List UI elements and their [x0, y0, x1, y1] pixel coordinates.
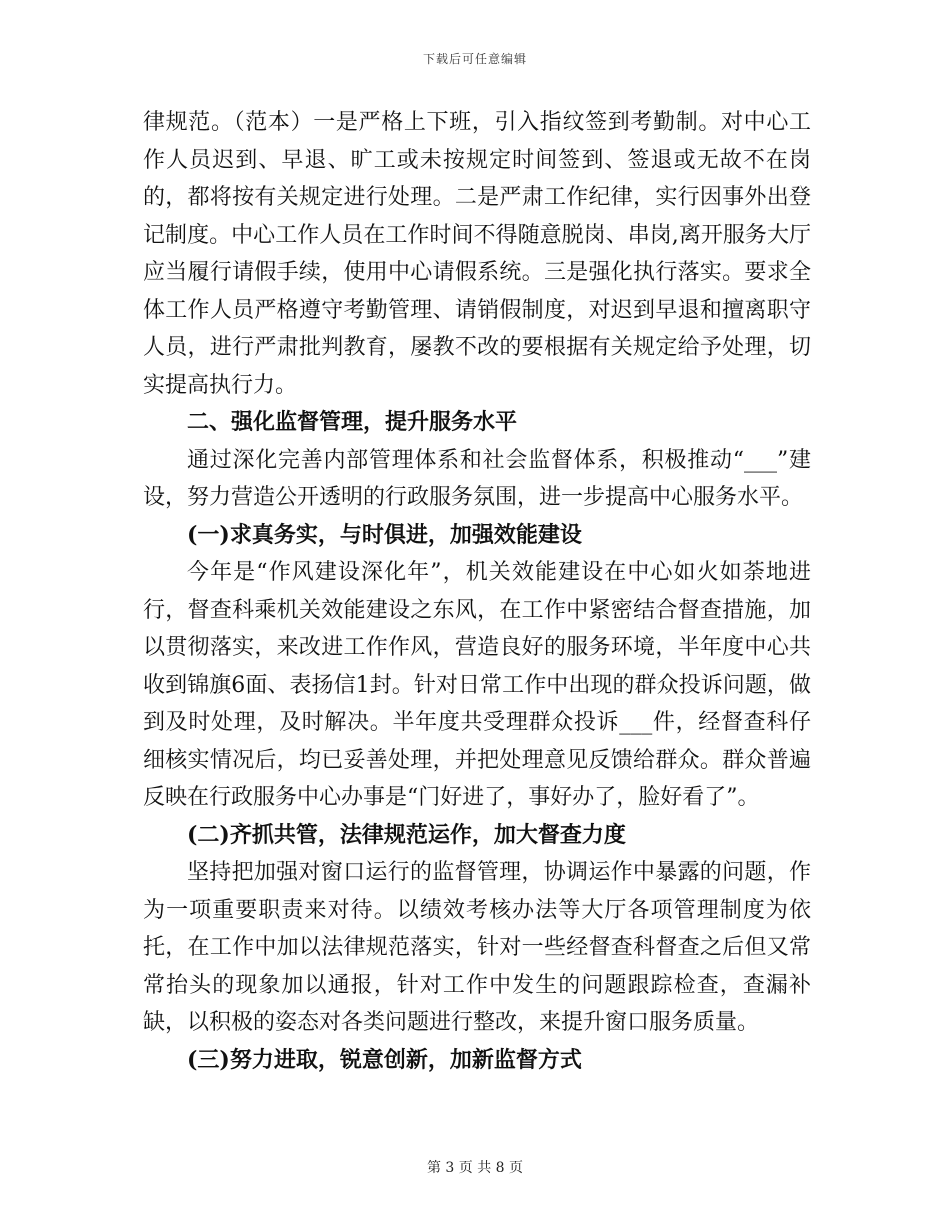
page-header: 下载后可任意编辑	[422, 52, 527, 66]
paragraph-inspection: 坚持把加强对窗口运行的监督管理，协调运作中暴露的问题，作为一项重要职责来对待。以绩效考核办法等大厅各项管理制度为依托，在工作中加以法律规范落实，针对一些经督查科督查之后但又常常抬头的现象加以通报，针对工作中发生的问题跟踪检查，查漏补缺，以积极的姿态对各类问题进行整改，来提升窗口服务质量。	[143, 860, 811, 1035]
subheading-efficiency: (一)求真务实，与时俱进，加强效能建设	[187, 521, 582, 548]
paragraph-attendance-discipline: 律规范。（范本）一是严格上下班，引入指纹签到考勤制。对中心工作人员迟到、早退、旷工或未按规定时间签到、签退或无故不在岗的，都将按有关规定进行处理。二是严肃工作纪律，实行因事外出登记制度。中心工作人员在工作时间不得随意脱岗、串岗,离开服务大厅应当履行请假手续，使用中心请假系统。三是强化执行落实。要求全体工作人员严格遵守考勤管理、请销假制度，对迟到早退和擅离职守人员，进行严肃批判教育，屡教不改的要根据有关规定给予处理，切实提高执行力。	[143, 110, 811, 398]
document-body	[143, 104, 811, 1079]
page-number: 第 3 页 共 8 页	[426, 1160, 524, 1176]
section-heading-supervision: 二、强化监督管理，提升服务水平	[187, 409, 518, 435]
subheading-inspection: (二)齐抓共管，法律规范运作，加大督查力度	[187, 821, 626, 848]
subheading-innovation: (三)努力进取，锐意创新，加新监督方式	[187, 1046, 582, 1073]
paragraph-efficiency: 今年是“作风建设深化年”，机关效能建设在中心如火如荼地进行，督查科乘机关效能建设之东风，在工作中紧密结合督查措施，加以贯彻落实，来改进工作作风，营造良好的服务环境，半年度中心共收到锦旗6面、表扬信1封。针对日常工作中出现的群众投诉问题，做到及时处理，及时解决。半年度共受理群众投诉___件，经督查科仔细核实情况后，均已妥善处理，并把处理意见反馈给群众。群众普遍反映在行政服务中心办事是“门好进了，事好办了，脸好看了”。	[143, 560, 811, 810]
paragraph-supervision-intro: 通过深化完善内部管理体系和社会监督体系，积极推动“___”建设，努力营造公开透明的行政服务氛围，进一步提高中心服务水平。	[143, 447, 811, 510]
